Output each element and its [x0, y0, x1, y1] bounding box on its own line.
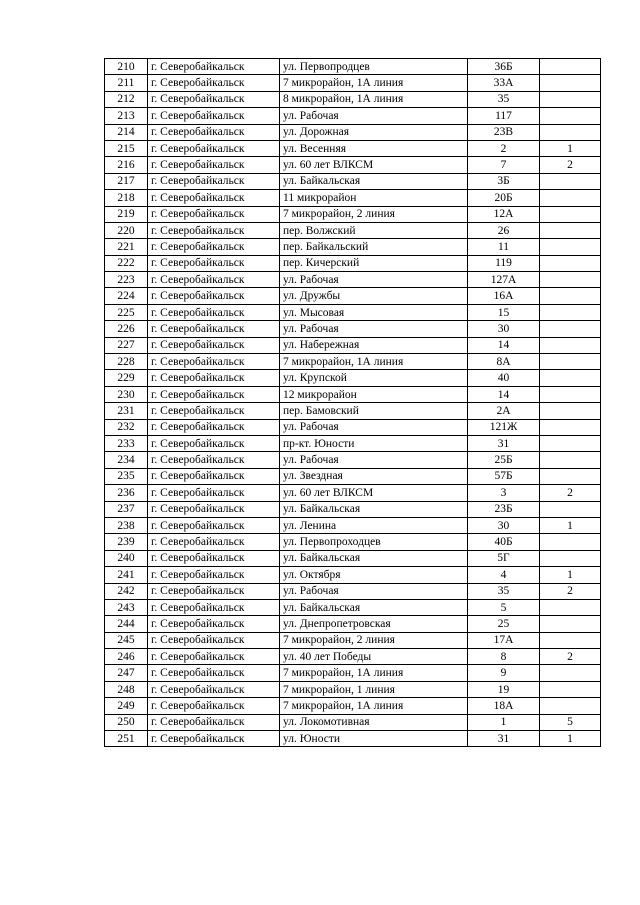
- extra-value-cell: 1: [540, 517, 601, 533]
- row-number-cell: 239: [105, 534, 148, 550]
- extra-value-cell: 5: [540, 714, 601, 730]
- extra-value-cell: [540, 173, 601, 189]
- city-cell: г. Северобайкальск: [148, 255, 280, 271]
- street-cell: ул. Юности: [280, 731, 468, 747]
- extra-value-cell: [540, 534, 601, 550]
- table-row: [105, 599, 601, 615]
- extra-value-cell: [540, 75, 601, 91]
- extra-value-cell: [540, 632, 601, 648]
- table-row: [105, 272, 601, 288]
- city-cell: г. Северобайкальск: [148, 550, 280, 566]
- street-cell: ул. Мысовая: [280, 304, 468, 320]
- street-cell: ул. Первопроходцев: [280, 534, 468, 550]
- house-number-cell: 117: [468, 108, 540, 124]
- street-cell: ул. 40 лет Победы: [280, 649, 468, 665]
- extra-value-cell: [540, 550, 601, 566]
- extra-value-cell: [540, 665, 601, 681]
- table-row: [105, 485, 601, 501]
- street-cell: ул. Рабочая: [280, 583, 468, 599]
- table-row: [105, 567, 601, 583]
- row-number-cell: 210: [105, 59, 148, 75]
- table-row: [105, 468, 601, 484]
- street-cell: ул. Ленина: [280, 517, 468, 533]
- house-number-cell: 2: [468, 140, 540, 156]
- city-cell: г. Северобайкальск: [148, 501, 280, 517]
- street-cell: 8 микрорайон, 1А линия: [280, 91, 468, 107]
- row-number-cell: 249: [105, 698, 148, 714]
- table-row: [105, 222, 601, 238]
- house-number-cell: 2А: [468, 403, 540, 419]
- row-number-cell: 226: [105, 321, 148, 337]
- city-cell: г. Северобайкальск: [148, 173, 280, 189]
- table-row: [105, 419, 601, 435]
- table-row: [105, 140, 601, 156]
- row-number-cell: 221: [105, 239, 148, 255]
- table-row: [105, 288, 601, 304]
- table-row: [105, 517, 601, 533]
- street-cell: ул. Крупской: [280, 370, 468, 386]
- house-number-cell: 23Б: [468, 501, 540, 517]
- street-cell: пер. Байкальский: [280, 239, 468, 255]
- table-row: [105, 665, 601, 681]
- city-cell: г. Северобайкальск: [148, 698, 280, 714]
- extra-value-cell: [540, 222, 601, 238]
- extra-value-cell: [540, 108, 601, 124]
- house-number-cell: 30: [468, 517, 540, 533]
- row-number-cell: 247: [105, 665, 148, 681]
- city-cell: г. Северобайкальск: [148, 419, 280, 435]
- house-number-cell: 31: [468, 435, 540, 451]
- city-cell: г. Северобайкальск: [148, 91, 280, 107]
- row-number-cell: 220: [105, 222, 148, 238]
- house-number-cell: 36Б: [468, 59, 540, 75]
- house-number-cell: 57Б: [468, 468, 540, 484]
- table-row: [105, 550, 601, 566]
- city-cell: г. Северобайкальск: [148, 124, 280, 140]
- house-number-cell: 35: [468, 91, 540, 107]
- extra-value-cell: 2: [540, 157, 601, 173]
- table-row: [105, 157, 601, 173]
- house-number-cell: 3Б: [468, 173, 540, 189]
- city-cell: г. Северобайкальск: [148, 190, 280, 206]
- row-number-cell: 237: [105, 501, 148, 517]
- table-row: [105, 91, 601, 107]
- house-number-cell: 9: [468, 665, 540, 681]
- street-cell: ул. 60 лет ВЛКСМ: [280, 157, 468, 173]
- street-cell: ул. Рабочая: [280, 419, 468, 435]
- city-cell: г. Северобайкальск: [148, 354, 280, 370]
- table-row: [105, 452, 601, 468]
- house-number-cell: 25: [468, 616, 540, 632]
- house-number-cell: 20Б: [468, 190, 540, 206]
- street-cell: пер. Волжский: [280, 222, 468, 238]
- city-cell: г. Северобайкальск: [148, 239, 280, 255]
- street-cell: ул. Первопродцев: [280, 59, 468, 75]
- city-cell: г. Северобайкальск: [148, 632, 280, 648]
- house-number-cell: 16А: [468, 288, 540, 304]
- street-cell: ул. Локомотивная: [280, 714, 468, 730]
- row-number-cell: 233: [105, 435, 148, 451]
- row-number-cell: 228: [105, 354, 148, 370]
- city-cell: г. Северобайкальск: [148, 681, 280, 697]
- city-cell: г. Северобайкальск: [148, 337, 280, 353]
- city-cell: г. Северобайкальск: [148, 272, 280, 288]
- table-row: [105, 403, 601, 419]
- extra-value-cell: [540, 272, 601, 288]
- house-number-cell: 8А: [468, 354, 540, 370]
- street-cell: ул. Дружбы: [280, 288, 468, 304]
- row-number-cell: 218: [105, 190, 148, 206]
- extra-value-cell: 1: [540, 731, 601, 747]
- table-row: [105, 173, 601, 189]
- extra-value-cell: [540, 468, 601, 484]
- city-cell: г. Северобайкальск: [148, 599, 280, 615]
- row-number-cell: 243: [105, 599, 148, 615]
- city-cell: г. Северобайкальск: [148, 157, 280, 173]
- row-number-cell: 232: [105, 419, 148, 435]
- extra-value-cell: [540, 501, 601, 517]
- row-number-cell: 212: [105, 91, 148, 107]
- house-number-cell: 14: [468, 337, 540, 353]
- table-row: [105, 108, 601, 124]
- table-row: [105, 75, 601, 91]
- extra-value-cell: [540, 321, 601, 337]
- row-number-cell: 251: [105, 731, 148, 747]
- extra-value-cell: [540, 59, 601, 75]
- extra-value-cell: [540, 452, 601, 468]
- table-row: [105, 255, 601, 271]
- extra-value-cell: [540, 239, 601, 255]
- street-cell: 7 микрорайон, 1А линия: [280, 698, 468, 714]
- extra-value-cell: [540, 435, 601, 451]
- city-cell: г. Северобайкальск: [148, 370, 280, 386]
- street-cell: пер. Кичерский: [280, 255, 468, 271]
- city-cell: г. Северобайкальск: [148, 222, 280, 238]
- row-number-cell: 236: [105, 485, 148, 501]
- table-row: [105, 714, 601, 730]
- address-table: [104, 58, 601, 747]
- city-cell: г. Северобайкальск: [148, 59, 280, 75]
- house-number-cell: 5: [468, 599, 540, 615]
- extra-value-cell: [540, 386, 601, 402]
- street-cell: пр-кт. Юности: [280, 435, 468, 451]
- table-row: [105, 239, 601, 255]
- city-cell: г. Северобайкальск: [148, 616, 280, 632]
- house-number-cell: 12А: [468, 206, 540, 222]
- table-row: [105, 321, 601, 337]
- extra-value-cell: [540, 698, 601, 714]
- row-number-cell: 224: [105, 288, 148, 304]
- row-number-cell: 214: [105, 124, 148, 140]
- house-number-cell: 40: [468, 370, 540, 386]
- house-number-cell: 19: [468, 681, 540, 697]
- row-number-cell: 211: [105, 75, 148, 91]
- city-cell: г. Северобайкальск: [148, 731, 280, 747]
- row-number-cell: 241: [105, 567, 148, 583]
- table-row: [105, 698, 601, 714]
- city-cell: г. Северобайкальск: [148, 665, 280, 681]
- table-row: [105, 501, 601, 517]
- house-number-cell: 11: [468, 239, 540, 255]
- table-row: [105, 681, 601, 697]
- extra-value-cell: 2: [540, 649, 601, 665]
- house-number-cell: 8: [468, 649, 540, 665]
- house-number-cell: 33А: [468, 75, 540, 91]
- house-number-cell: 17А: [468, 632, 540, 648]
- row-number-cell: 219: [105, 206, 148, 222]
- extra-value-cell: 2: [540, 583, 601, 599]
- extra-value-cell: [540, 304, 601, 320]
- city-cell: г. Северобайкальск: [148, 435, 280, 451]
- extra-value-cell: [540, 91, 601, 107]
- house-number-cell: 121Ж: [468, 419, 540, 435]
- table-row: [105, 534, 601, 550]
- row-number-cell: 246: [105, 649, 148, 665]
- house-number-cell: 35: [468, 583, 540, 599]
- city-cell: г. Северобайкальск: [148, 288, 280, 304]
- street-cell: ул. Байкальская: [280, 173, 468, 189]
- street-cell: ул. Байкальская: [280, 501, 468, 517]
- row-number-cell: 222: [105, 255, 148, 271]
- table-row: [105, 632, 601, 648]
- house-number-cell: 26: [468, 222, 540, 238]
- extra-value-cell: [540, 190, 601, 206]
- street-cell: 7 микрорайон, 1 линия: [280, 681, 468, 697]
- row-number-cell: 240: [105, 550, 148, 566]
- house-number-cell: 31: [468, 731, 540, 747]
- table-row: [105, 124, 601, 140]
- street-cell: ул. Октября: [280, 567, 468, 583]
- house-number-cell: 4: [468, 567, 540, 583]
- house-number-cell: 7: [468, 157, 540, 173]
- table-row: [105, 435, 601, 451]
- table-row: [105, 731, 601, 747]
- city-cell: г. Северобайкальск: [148, 468, 280, 484]
- row-number-cell: 215: [105, 140, 148, 156]
- city-cell: г. Северобайкальск: [148, 321, 280, 337]
- table-row: [105, 583, 601, 599]
- row-number-cell: 227: [105, 337, 148, 353]
- street-cell: ул. Звездная: [280, 468, 468, 484]
- street-cell: ул. Байкальская: [280, 599, 468, 615]
- row-number-cell: 248: [105, 681, 148, 697]
- row-number-cell: 242: [105, 583, 148, 599]
- city-cell: г. Северобайкальск: [148, 567, 280, 583]
- row-number-cell: 238: [105, 517, 148, 533]
- extra-value-cell: [540, 337, 601, 353]
- row-number-cell: 244: [105, 616, 148, 632]
- row-number-cell: 223: [105, 272, 148, 288]
- extra-value-cell: [540, 370, 601, 386]
- house-number-cell: 25Б: [468, 452, 540, 468]
- table-row: [105, 616, 601, 632]
- extra-value-cell: 2: [540, 485, 601, 501]
- table-row: [105, 386, 601, 402]
- extra-value-cell: [540, 354, 601, 370]
- street-cell: ул. Рабочая: [280, 272, 468, 288]
- city-cell: г. Северобайкальск: [148, 517, 280, 533]
- street-cell: 7 микрорайон, 1А линия: [280, 75, 468, 91]
- street-cell: 7 микрорайон, 1А линия: [280, 665, 468, 681]
- extra-value-cell: [540, 288, 601, 304]
- city-cell: г. Северобайкальск: [148, 452, 280, 468]
- extra-value-cell: [540, 403, 601, 419]
- row-number-cell: 235: [105, 468, 148, 484]
- street-cell: 7 микрорайон, 2 линия: [280, 206, 468, 222]
- street-cell: ул. Набережная: [280, 337, 468, 353]
- city-cell: г. Северобайкальск: [148, 386, 280, 402]
- street-cell: ул. Рабочая: [280, 452, 468, 468]
- row-number-cell: 245: [105, 632, 148, 648]
- table-row: [105, 354, 601, 370]
- row-number-cell: 216: [105, 157, 148, 173]
- street-cell: ул. Рабочая: [280, 321, 468, 337]
- city-cell: г. Северобайкальск: [148, 206, 280, 222]
- city-cell: г. Северобайкальск: [148, 534, 280, 550]
- house-number-cell: 15: [468, 304, 540, 320]
- table-row: [105, 59, 601, 75]
- row-number-cell: 234: [105, 452, 148, 468]
- street-cell: пер. Бамовский: [280, 403, 468, 419]
- street-cell: 7 микрорайон, 2 линия: [280, 632, 468, 648]
- house-number-cell: 119: [468, 255, 540, 271]
- city-cell: г. Северобайкальск: [148, 140, 280, 156]
- house-number-cell: 14: [468, 386, 540, 402]
- street-cell: 7 микрорайон, 1А линия: [280, 354, 468, 370]
- extra-value-cell: [540, 681, 601, 697]
- row-number-cell: 250: [105, 714, 148, 730]
- extra-value-cell: [540, 124, 601, 140]
- house-number-cell: 40Б: [468, 534, 540, 550]
- city-cell: г. Северобайкальск: [148, 714, 280, 730]
- street-cell: 11 микрорайон: [280, 190, 468, 206]
- table-row: [105, 190, 601, 206]
- extra-value-cell: [540, 616, 601, 632]
- city-cell: г. Северобайкальск: [148, 583, 280, 599]
- table-row: [105, 370, 601, 386]
- city-cell: г. Северобайкальск: [148, 304, 280, 320]
- house-number-cell: 1: [468, 714, 540, 730]
- street-cell: ул. Байкальская: [280, 550, 468, 566]
- city-cell: г. Северобайкальск: [148, 75, 280, 91]
- extra-value-cell: 1: [540, 567, 601, 583]
- table-row: [105, 206, 601, 222]
- row-number-cell: 231: [105, 403, 148, 419]
- house-number-cell: 127А: [468, 272, 540, 288]
- city-cell: г. Северобайкальск: [148, 108, 280, 124]
- street-cell: ул. Рабочая: [280, 108, 468, 124]
- city-cell: г. Северобайкальск: [148, 649, 280, 665]
- street-cell: ул. 60 лет ВЛКСМ: [280, 485, 468, 501]
- row-number-cell: 229: [105, 370, 148, 386]
- city-cell: г. Северобайкальск: [148, 403, 280, 419]
- extra-value-cell: [540, 206, 601, 222]
- extra-value-cell: [540, 599, 601, 615]
- row-number-cell: 225: [105, 304, 148, 320]
- street-cell: ул. Дорожная: [280, 124, 468, 140]
- table-row: [105, 649, 601, 665]
- house-number-cell: 5Г: [468, 550, 540, 566]
- house-number-cell: 3: [468, 485, 540, 501]
- house-number-cell: 30: [468, 321, 540, 337]
- row-number-cell: 230: [105, 386, 148, 402]
- city-cell: г. Северобайкальск: [148, 485, 280, 501]
- extra-value-cell: 1: [540, 140, 601, 156]
- row-number-cell: 213: [105, 108, 148, 124]
- extra-value-cell: [540, 255, 601, 271]
- row-number-cell: 217: [105, 173, 148, 189]
- table-row: [105, 304, 601, 320]
- table-row: [105, 337, 601, 353]
- street-cell: ул. Весенняя: [280, 140, 468, 156]
- street-cell: 12 микрорайон: [280, 386, 468, 402]
- house-number-cell: 23В: [468, 124, 540, 140]
- address-table-body: [105, 59, 601, 747]
- extra-value-cell: [540, 419, 601, 435]
- house-number-cell: 18А: [468, 698, 540, 714]
- street-cell: ул. Днепропетровская: [280, 616, 468, 632]
